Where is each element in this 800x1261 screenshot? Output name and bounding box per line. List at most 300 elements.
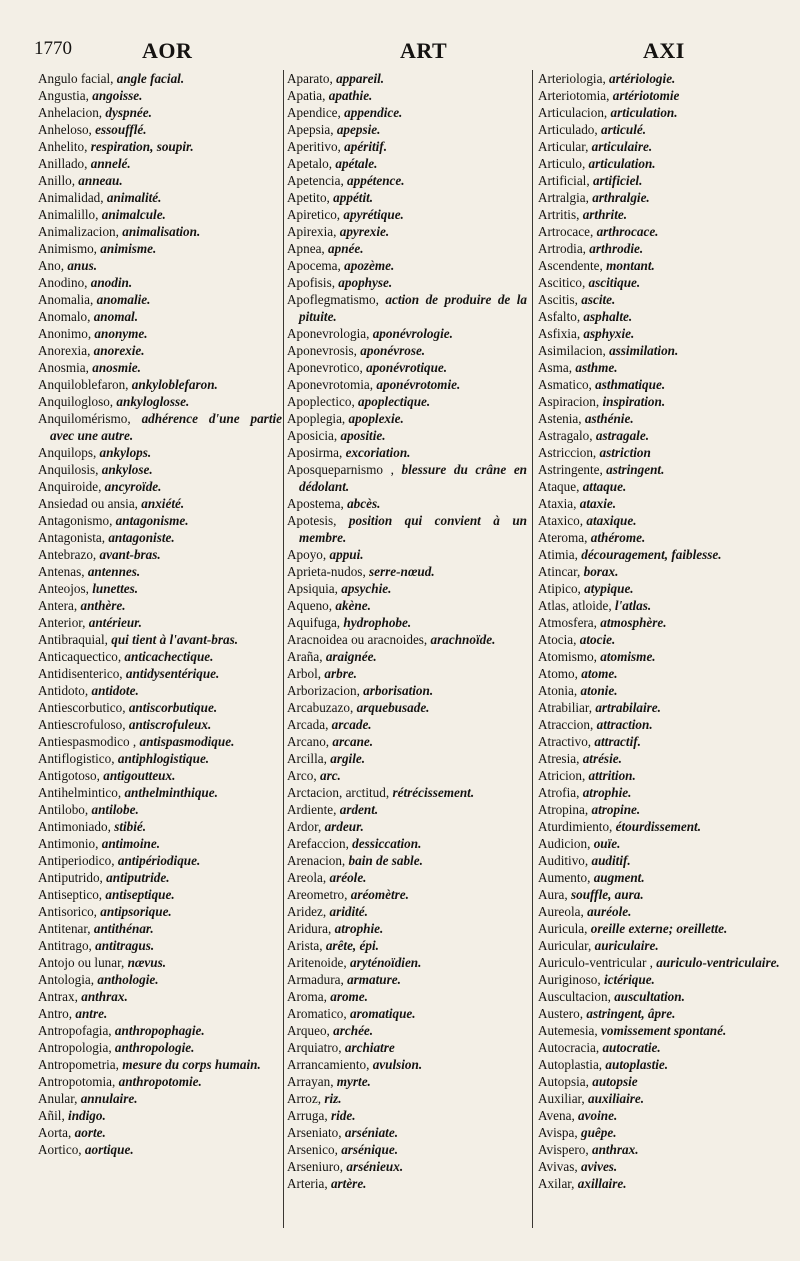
dictionary-entry (538, 1039, 793, 1056)
entry-term: Aroma, (287, 989, 331, 1004)
entry-translation: athérome. (590, 530, 646, 545)
entry-translation: apoplexie. (348, 411, 404, 426)
entry-translation: action de produire de la pituite. (299, 292, 527, 324)
entry-translation: attaque. (582, 479, 627, 494)
entry-translation: antiphlogistique. (117, 751, 210, 766)
entry-translation: atonie. (580, 683, 618, 698)
entry-translation: anomalie. (96, 292, 151, 307)
dictionary-entry (287, 971, 527, 988)
dictionary-entry (287, 903, 527, 920)
entry-term: Antropologia, (38, 1040, 115, 1055)
entry-translation: antennes. (87, 564, 141, 579)
entry-term: Anticaquectico, (38, 649, 125, 664)
entry-term: Avispa, (538, 1125, 581, 1140)
entry-translation: atome. (581, 666, 618, 681)
entry-term: Arcilla, (287, 751, 331, 766)
dictionary-entry (538, 529, 793, 546)
entry-translation: asthmatique. (595, 377, 666, 392)
entry-term: Antimoniado, (38, 819, 115, 834)
dictionary-entry (38, 631, 282, 648)
entry-translation: antiseptique. (105, 887, 175, 902)
entry-translation: apositie. (340, 428, 386, 443)
entry-translation: aryténoïdien. (350, 955, 422, 970)
dictionary-entry (538, 937, 793, 954)
dictionary-entry (538, 189, 793, 206)
entry-term: Anquilogloso, (38, 394, 117, 409)
dictionary-entry (538, 818, 793, 835)
entry-term: Anomalo, (38, 309, 94, 324)
dictionary-entry (538, 750, 793, 767)
dictionary-entry (38, 597, 282, 614)
entry-translation: antithénar. (93, 921, 154, 936)
dictionary-entry (38, 835, 282, 852)
dictionary-entry (38, 648, 282, 665)
entry-term: Avivas, (538, 1159, 581, 1174)
dictionary-entry (287, 852, 527, 869)
entry-translation: anthelminthique. (124, 785, 218, 800)
entry-translation: aponévrose. (360, 343, 426, 358)
entry-translation: atrophie. (334, 921, 384, 936)
entry-translation: articulaire. (591, 139, 653, 154)
dictionary-entry (287, 87, 527, 104)
entry-translation: annelé. (90, 156, 131, 171)
dictionary-entry (538, 631, 793, 648)
dictionary-entry (287, 1107, 527, 1124)
dictionary-entry (538, 699, 793, 716)
dictionary-entry (538, 1090, 793, 1107)
dictionary-entry (38, 1005, 282, 1022)
dictionary-entry (38, 614, 282, 631)
dictionary-entry (538, 852, 793, 869)
entry-term: Angulo facial, (38, 71, 117, 86)
entry-translation: vomissement spontané. (601, 1023, 727, 1038)
dictionary-entry (287, 1175, 527, 1192)
dictionary-entry (287, 121, 527, 138)
entry-term: Ansiedad ou ansia, (38, 496, 142, 511)
entry-term: Antebrazo, (38, 547, 100, 562)
entry-term: Animalillo, (38, 207, 102, 222)
entry-term: Atrofia, (538, 785, 583, 800)
entry-translation: akène. (335, 598, 371, 613)
entry-translation: arquebusade. (356, 700, 430, 715)
entry-term: Apiretico, (287, 207, 344, 222)
dictionary-column-1 (38, 70, 282, 1158)
dictionary-entry (38, 444, 282, 461)
entry-translation: apophyse. (338, 275, 393, 290)
dictionary-entry (287, 1090, 527, 1107)
entry-translation: arête, épi. (325, 938, 379, 953)
entry-translation: antidysentérique. (125, 666, 220, 681)
entry-translation: avives. (580, 1159, 618, 1174)
entry-term: Apepsia, (287, 122, 337, 137)
dictionary-entry (538, 682, 793, 699)
entry-translation: antagonisme. (115, 513, 189, 528)
entry-translation: arc. (319, 768, 341, 783)
dictionary-entry (38, 529, 282, 546)
dictionary-entry (38, 699, 282, 716)
entry-translation: appétence. (347, 173, 405, 188)
entry-term: Arseniuro, (287, 1159, 347, 1174)
dictionary-entry (287, 1056, 527, 1073)
dictionary-entry (287, 580, 527, 597)
dictionary-entry (38, 886, 282, 903)
dictionary-entry (38, 784, 282, 801)
dictionary-entry (538, 886, 793, 903)
dictionary-entry (38, 478, 282, 495)
dictionary-entry (287, 954, 527, 971)
entry-term: Ateroma, (538, 530, 591, 545)
entry-term: Aquifuga, (287, 615, 344, 630)
entry-term: Aritenoide, (287, 955, 350, 970)
dictionary-entry (38, 852, 282, 869)
entry-term: Astringente, (538, 462, 607, 477)
dictionary-entry (38, 971, 282, 988)
dictionary-entry (287, 648, 527, 665)
entry-term: Arctacion, arctitud, (287, 785, 393, 800)
entry-translation: argile. (330, 751, 366, 766)
entry-translation: anorexie. (93, 343, 145, 358)
dictionary-entry (538, 70, 793, 87)
entry-translation: autocratie. (602, 1040, 661, 1055)
entry-term: Arteria, (287, 1176, 331, 1191)
entry-translation: auxiliaire. (588, 1091, 645, 1106)
entry-term: Anquiroide, (38, 479, 105, 494)
entry-term: Ardiente, (287, 802, 340, 817)
dictionary-entry (538, 1073, 793, 1090)
dictionary-entry (287, 172, 527, 189)
entry-translation: antilobe. (91, 802, 139, 817)
entry-term: Asmatico, (538, 377, 596, 392)
entry-translation: auscultation. (614, 989, 685, 1004)
entry-translation: l'atlas. (614, 598, 652, 613)
dictionary-entry (287, 393, 527, 410)
dictionary-entry (538, 461, 793, 478)
dictionary-entry (38, 767, 282, 784)
entry-translation: antimoine. (101, 836, 161, 851)
entry-translation: ardeur. (324, 819, 364, 834)
dictionary-entry (38, 1124, 282, 1141)
dictionary-entry (538, 342, 793, 359)
page-number: 1770 (34, 38, 72, 59)
entry-translation: antidote. (91, 683, 139, 698)
entry-term: Asfixia, (538, 326, 584, 341)
entry-translation: ancyroïde. (104, 479, 162, 494)
entry-term: Anquiloblefaron, (38, 377, 132, 392)
entry-term: Arteriotomia, (538, 88, 613, 103)
entry-term: Añil, (38, 1108, 69, 1123)
entry-term: Areometro, (287, 887, 351, 902)
entry-term: Auditivo, (538, 853, 592, 868)
entry-term: Artificial, (538, 173, 593, 188)
entry-translation: arborisation. (363, 683, 434, 698)
entry-translation: atmosphère. (600, 615, 667, 630)
entry-term: Ardor, (287, 819, 325, 834)
entry-term: Armadura, (287, 972, 348, 987)
entry-translation: atocie. (579, 632, 616, 647)
entry-translation: angoisse. (92, 88, 143, 103)
entry-term: Aromatico, (287, 1006, 350, 1021)
dictionary-entry (538, 376, 793, 393)
entry-translation: apyrétique. (343, 207, 404, 222)
dictionary-entry (538, 1022, 793, 1039)
entry-term: Arbol, (287, 666, 325, 681)
dictionary-entry (38, 308, 282, 325)
dictionary-column-2 (287, 70, 527, 1192)
entry-term: Anheloso, (38, 122, 96, 137)
entry-term: Antropotomia, (38, 1074, 119, 1089)
dictionary-entry (38, 682, 282, 699)
dictionary-entry (287, 155, 527, 172)
entry-term: Aqueno, (287, 598, 336, 613)
dictionary-entry (538, 1005, 793, 1022)
entry-term: Aposicia, (287, 428, 341, 443)
dictionary-entry (287, 750, 527, 767)
dictionary-entry (287, 376, 527, 393)
dictionary-entry (538, 291, 793, 308)
entry-term: Articulacion, (538, 105, 611, 120)
dictionary-entry (38, 733, 282, 750)
dictionary-entry (538, 563, 793, 580)
entry-translation: archiatre (344, 1040, 395, 1055)
entry-term: Apatia, (287, 88, 329, 103)
dictionary-entry (538, 444, 793, 461)
entry-term: Antropofagia, (38, 1023, 115, 1038)
entry-translation: ardent. (339, 802, 379, 817)
entry-term: Autemesia, (538, 1023, 601, 1038)
dictionary-entry (538, 359, 793, 376)
entry-term: Aposqueparnismo , (287, 462, 402, 477)
entry-term: Arqueo, (287, 1023, 334, 1038)
dictionary-entry (287, 274, 527, 291)
dictionary-entry (287, 427, 527, 444)
entry-term: Aureola, (538, 904, 588, 919)
column-divider (532, 70, 533, 1228)
entry-translation: astriction (599, 445, 651, 460)
dictionary-entry (38, 70, 282, 87)
entry-term: Antigotoso, (38, 768, 104, 783)
entry-translation: asthme. (575, 360, 618, 375)
entry-translation: bain de sable. (348, 853, 423, 868)
dictionary-entry (38, 546, 282, 563)
entry-translation: anthologie. (97, 972, 159, 987)
dictionary-entry (38, 495, 282, 512)
entry-term: Antilobo, (38, 802, 92, 817)
dictionary-entry (287, 1022, 527, 1039)
dictionary-entry (287, 206, 527, 223)
entry-term: Anhelito, (38, 139, 91, 154)
header-left-guide-word: AOR (142, 38, 193, 63)
entry-term: Anomalia, (38, 292, 97, 307)
entry-term: Anterior, (38, 615, 89, 630)
entry-translation: animalité. (106, 190, 162, 205)
dictionary-entry (287, 138, 527, 155)
entry-translation: apnée. (328, 241, 364, 256)
entry-translation: anneau. (78, 173, 123, 188)
entry-translation: appui. (329, 547, 364, 562)
entry-translation: apétale. (335, 156, 378, 171)
entry-translation: apathie. (328, 88, 373, 103)
dictionary-entry (38, 342, 282, 359)
entry-translation: articulation. (610, 105, 678, 120)
entry-translation: ankyloglosse. (116, 394, 190, 409)
entry-translation: ouïe. (593, 836, 621, 851)
entry-translation: axillaire. (577, 1176, 627, 1191)
dictionary-entry (287, 546, 527, 563)
dictionary-entry (287, 1141, 527, 1158)
entry-translation: antiputride. (106, 870, 170, 885)
entry-translation: attractif. (594, 734, 641, 749)
entry-term: Atomo, (538, 666, 582, 681)
dictionary-entry (538, 257, 793, 274)
entry-term: Autoplastia, (538, 1057, 606, 1072)
entry-term: Auxiliar, (538, 1091, 589, 1106)
entry-term: Articulo, (538, 156, 589, 171)
dictionary-entry (287, 1073, 527, 1090)
dictionary-entry (38, 954, 282, 971)
entry-translation: atrésie. (582, 751, 622, 766)
entry-term: Animalizacion, (38, 224, 123, 239)
entry-term: Ataxia, (538, 496, 580, 511)
entry-translation: astragale. (595, 428, 649, 443)
entry-translation: autopsie (592, 1074, 638, 1089)
dictionary-entry (538, 495, 793, 512)
entry-term: Angustia, (38, 88, 93, 103)
entry-translation: blessure du crâne en dédolant. (299, 462, 528, 494)
entry-translation: anthropologie. (114, 1040, 195, 1055)
dictionary-entry (287, 920, 527, 937)
entry-term: Aridura, (287, 921, 335, 936)
entry-term: Atonia, (538, 683, 581, 698)
entry-translation: aponévrologie. (372, 326, 453, 341)
entry-term: Aponevrotomia, (287, 377, 377, 392)
entry-term: Aponevrotico, (287, 360, 367, 375)
entry-term: Apostema, (287, 496, 348, 511)
entry-term: Atocia, (538, 632, 580, 647)
entry-translation: artrabilaire. (595, 700, 661, 715)
entry-translation: aponévrotique. (366, 360, 448, 375)
dictionary-entry (287, 733, 527, 750)
entry-term: Aposirma, (287, 445, 346, 460)
entry-translation: augment. (593, 870, 645, 885)
dictionary-entry (538, 1175, 793, 1192)
entry-translation: anticachectique. (124, 649, 214, 664)
entry-term: Apnea, (287, 241, 329, 256)
entry-term: Apsiquia, (287, 581, 342, 596)
dictionary-entry (538, 903, 793, 920)
entry-translation: araignée. (325, 649, 377, 664)
entry-term: Aridez, (287, 904, 330, 919)
dictionary-entry (287, 410, 527, 427)
dictionary-entry (287, 444, 527, 461)
entry-translation: anthropotomie. (118, 1074, 202, 1089)
entry-term: Apetencia, (287, 173, 348, 188)
dictionary-entry (538, 1141, 793, 1158)
entry-term: Arcano, (287, 734, 333, 749)
entry-translation: armature. (347, 972, 401, 987)
entry-term: Atmosfera, (538, 615, 601, 630)
dictionary-entry (538, 801, 793, 818)
entry-term: Arefaccion, (287, 836, 353, 851)
entry-term: Auricula, (538, 921, 591, 936)
entry-translation: assimilation. (609, 343, 679, 358)
entry-term: Auscultacion, (538, 989, 615, 1004)
entry-term: Anquilosis, (38, 462, 102, 477)
dictionary-entry (287, 359, 527, 376)
entry-translation: ascitique. (588, 275, 641, 290)
dictionary-entry (538, 784, 793, 801)
entry-term: Anorexia, (38, 343, 94, 358)
dictionary-entry (38, 172, 282, 189)
entry-translation: archée. (333, 1023, 374, 1038)
dictionary-entry (38, 1073, 282, 1090)
entry-term: Asma, (538, 360, 576, 375)
dictionary-entry (538, 971, 793, 988)
dictionary-entry (38, 121, 282, 138)
entry-term: Antidoto, (38, 683, 92, 698)
dictionary-entry (38, 801, 282, 818)
entry-translation: articulé. (601, 122, 647, 137)
dictionary-entry (287, 801, 527, 818)
entry-translation: serre-nœud. (369, 564, 435, 579)
dictionary-entry (287, 495, 527, 512)
dictionary-entry (38, 1039, 282, 1056)
dictionary-entry (538, 138, 793, 155)
entry-term: Astenia, (538, 411, 585, 426)
entry-translation: nævus. (127, 955, 167, 970)
entry-translation: aréomètre. (350, 887, 409, 902)
dictionary-entry (287, 342, 527, 359)
dictionary-entry (538, 427, 793, 444)
entry-translation: arbre. (324, 666, 357, 681)
entry-translation: atropine. (591, 802, 641, 817)
entry-term: Aura, (538, 887, 571, 902)
entry-term: Aponevrosis, (287, 343, 361, 358)
entry-translation: excoriation. (345, 445, 411, 460)
dictionary-entry (538, 920, 793, 937)
entry-term: Antropometria, (38, 1057, 123, 1072)
entry-term: Arcada, (287, 717, 332, 732)
entry-term: Ataque, (538, 479, 583, 494)
entry-translation: aortique. (84, 1142, 134, 1157)
entry-translation: aponévrotomie. (376, 377, 461, 392)
dictionary-entry (538, 274, 793, 291)
entry-term: Animalidad, (38, 190, 107, 205)
entry-term: Arrancamiento, (287, 1057, 373, 1072)
dictionary-entry (38, 1090, 282, 1107)
dictionary-entry (538, 988, 793, 1005)
entry-term: Arenacion, (287, 853, 349, 868)
dictionary-entry (287, 818, 527, 835)
entry-term: Atraccion, (538, 717, 597, 732)
dictionary-entry (538, 223, 793, 240)
dictionary-entry (287, 597, 527, 614)
dictionary-entry (287, 325, 527, 342)
dictionary-entry (287, 1039, 527, 1056)
entry-translation: attraction. (596, 717, 653, 732)
entry-translation: anomal. (93, 309, 139, 324)
entry-translation: auréole. (587, 904, 632, 919)
entry-translation: arachnoïde. (430, 632, 496, 647)
dictionary-entry (538, 308, 793, 325)
entry-term: Aortico, (38, 1142, 85, 1157)
dictionary-entry (287, 1124, 527, 1141)
dictionary-entry (38, 223, 282, 240)
dictionary-entry (38, 818, 282, 835)
entry-translation: inspiration. (602, 394, 666, 409)
entry-translation: antipsorique. (100, 904, 172, 919)
dictionary-entry (538, 121, 793, 138)
entry-translation: artériotomie (612, 88, 680, 103)
